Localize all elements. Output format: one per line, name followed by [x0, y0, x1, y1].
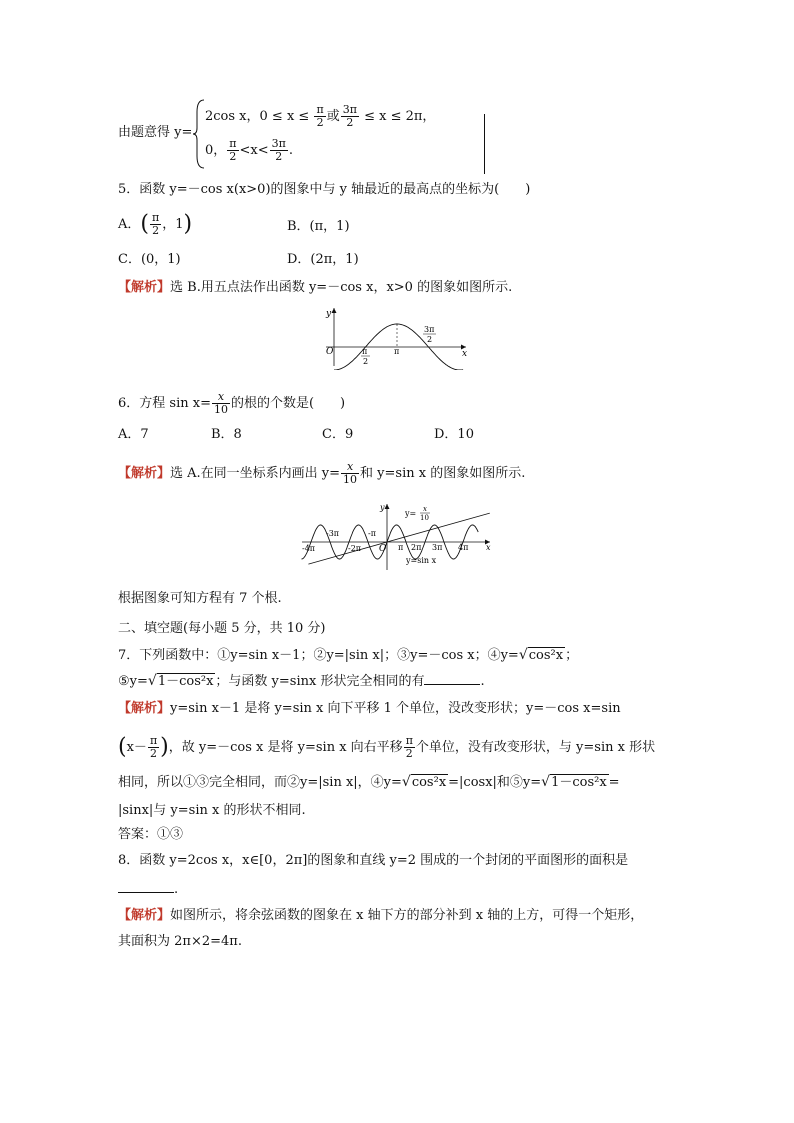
q5-stem: 5．函数 y=－cos x(x>0)的图象中与 y 轴最近的最高点的坐标为( ) — [118, 182, 531, 197]
sqrt-radicand: cos²x — [528, 648, 564, 663]
frac-den: 2 — [316, 116, 324, 129]
q7-analysis-line-3 — [118, 773, 620, 792]
q6-stem-b: 的根的个数是( ) — [230, 396, 346, 411]
frac-num: 3π — [271, 137, 286, 150]
line-label-num: x — [423, 505, 427, 513]
q7-line2-c: . — [480, 674, 485, 689]
sqrt-sign: √ — [518, 647, 528, 663]
q7-analysis-a3b: =|cosx|和⑤y= — [448, 775, 542, 790]
q6-option-d: D．10 — [434, 427, 474, 442]
q7-analysis-a2b: ，故 y=－cos x 是将 y=sin x 向右平移 — [168, 740, 403, 755]
y-axis-label: y — [326, 309, 332, 319]
paren-right: ) — [160, 734, 169, 760]
q6-option-a: A．7 — [118, 427, 149, 442]
frac-den: 10 — [213, 403, 228, 416]
tick-label-pi: π — [394, 347, 400, 356]
tick-label-neg-pi: -π — [368, 529, 376, 538]
q6-option-c: C．9 — [322, 427, 354, 442]
q7-line1-a: 7．下列函数中：①y=sin x－1；②y=|sin x|；③y=－cos x；④y= — [118, 648, 519, 663]
q5-analysis — [118, 279, 512, 297]
q7-line-1 — [118, 646, 578, 665]
frac-num: π — [316, 103, 324, 116]
q7-line1-b: ； — [565, 648, 579, 663]
q7-analysis-a3c: = — [608, 775, 620, 790]
frac-den: 2 — [150, 747, 158, 760]
q8-stem-line-2 — [118, 880, 178, 899]
fraction-pi-over-2 — [227, 138, 238, 163]
tick-label-3pi-over-2-num: 3π — [424, 325, 435, 334]
right-bar — [484, 114, 485, 174]
q6-stem — [118, 391, 345, 416]
fraction-x-over-10 — [341, 461, 359, 486]
piecewise-row1-text: 2cos x，0 ≤ x ≤ — [205, 109, 310, 124]
piecewise-prefix: 由题意得 y= — [118, 125, 193, 140]
fraction-x-over-10 — [212, 391, 230, 416]
q5-option-a-label: A． — [118, 217, 141, 232]
q7-analysis-a2a: x－ — [126, 740, 147, 755]
q5-option-c: C．(0，1) — [118, 252, 181, 267]
frac-num: π — [405, 734, 413, 747]
q7-line2-b: ；与函数 y=sinx 形状完全相同的有 — [215, 674, 425, 689]
tick-label-3pi-over-2-den: 2 — [427, 335, 433, 344]
q6-conclusion: 根据图象可知方程有 7 个根. — [118, 591, 282, 606]
q6-analysis-a: 选 A.在同一坐标系内画出 y= — [170, 466, 341, 481]
sqrt-radicand: 1－cos²x — [551, 775, 607, 790]
line-label-den: 10 — [420, 514, 429, 522]
graph-neg-cos — [318, 304, 474, 370]
x-axis-label: x — [462, 349, 468, 359]
section-title: 二、填空题(每小题 5 分，共 10 分) — [118, 621, 326, 636]
q8-analysis-line-2: 其面积为 2π×2=4π. — [118, 934, 242, 949]
q6-analysis — [118, 461, 525, 486]
sqrt-sign: √ — [147, 673, 157, 689]
sqrt-radicand: cos²x — [411, 775, 447, 790]
frac-den: 2 — [346, 116, 354, 129]
tick-label-4pi: 4π — [458, 543, 469, 552]
q7-line2-a: ⑤y= — [118, 674, 148, 689]
sin-label: y=sin x — [406, 556, 437, 565]
paren-left: ( — [118, 734, 127, 760]
q6-analysis-b: 和 y=sin x 的图象如图所示. — [360, 466, 526, 481]
piecewise-row2-end: . — [288, 143, 294, 158]
piecewise-or: 或 — [326, 109, 340, 124]
fraction-pi-over-2 — [404, 735, 415, 760]
q6-option-b: B．8 — [211, 427, 242, 442]
q7-analysis-a1: y=sin x－1 是将 y=sin x 向下平移 1 个单位，没改变形状；y=－cos x=sin — [170, 701, 621, 716]
q5-option-a — [118, 212, 192, 237]
analysis-tag: 【解析】 — [118, 701, 171, 716]
analysis-tag: 【解析】 — [118, 466, 171, 481]
q7-analysis-line-1 — [118, 700, 621, 718]
y-axis-arrow — [385, 504, 390, 509]
fraction-pi-over-2 — [314, 104, 325, 129]
y-axis-label: y — [380, 503, 385, 512]
q7-analysis-a2c: 个单位，没有改变形状，与 y=sin x 形状 — [415, 740, 656, 755]
frac-den: 2 — [405, 747, 413, 760]
frac-num: 3π — [342, 103, 357, 116]
q5-option-d: D．(2π，1) — [287, 252, 359, 267]
q5-option-a-tail: ，1 — [162, 217, 184, 232]
line-x-over-10 — [308, 513, 489, 564]
frac-num: π — [229, 137, 237, 150]
analysis-tag: 【解析】 — [118, 908, 171, 923]
q7-analysis-a3a: 相同，所以①③完全相同，而②y=|sin x|，④y= — [118, 775, 402, 790]
piecewise-row2-text: 0， — [205, 143, 227, 158]
piecewise-row2-mid: <x< — [239, 143, 269, 158]
frac-den: 2 — [275, 150, 283, 163]
tick-label-pi-over-2-num: π — [362, 347, 368, 356]
q5-option-b: B．(π，1) — [287, 219, 350, 234]
frac-den: 2 — [152, 224, 160, 237]
paren-right: ) — [183, 211, 193, 237]
fraction-3pi-over-2 — [270, 138, 288, 163]
tick-label-2pi: 2π — [411, 543, 422, 552]
fraction-3pi-over-2 — [341, 104, 359, 129]
q8-analysis-line-1 — [118, 907, 643, 925]
frac-den: 10 — [343, 473, 358, 486]
origin-label: O — [379, 544, 387, 554]
sqrt-sign: √ — [401, 774, 411, 790]
paren-left: ( — [140, 211, 149, 237]
q8-analysis-a1: 如图所示，将余弦函数的图象在 x 轴下方的部分补到 x 轴的上方，可得一个矩形， — [170, 908, 644, 923]
q8-stem-end: . — [174, 882, 179, 897]
tick-label-neg-2pi: -2π — [348, 544, 362, 553]
q8-stem-line-1: 8．函数 y=2cos x，x∈[0，2π]的图象和直线 y=2 围成的一个封闭的平面图形的面积是 — [118, 853, 629, 868]
tick-label-neg-4pi: -4π — [302, 544, 316, 553]
piecewise-row-1 — [205, 104, 435, 129]
frac-num: x — [341, 461, 359, 474]
answer-blank[interactable] — [424, 672, 480, 685]
q6-stem-a: 6．方程 sin x= — [118, 396, 211, 411]
origin-label: O — [326, 347, 334, 357]
graph-sin-and-line — [298, 500, 496, 572]
q7-answer: 答案：①③ — [118, 827, 184, 842]
tick-label-pi-over-2-den: 2 — [363, 357, 369, 366]
frac-num: x — [212, 391, 230, 404]
sqrt-sign: √ — [541, 774, 551, 790]
q7-analysis-line-2 — [118, 735, 655, 760]
tick-label-pi: π — [398, 543, 404, 552]
answer-blank[interactable] — [118, 880, 174, 893]
fraction-pi-over-2 — [150, 212, 161, 237]
q7-line-2 — [118, 672, 485, 691]
x-axis-label: x — [486, 543, 491, 552]
q7-analysis-line-4: |sinx|与 y=sin x 的形状不相同. — [118, 803, 306, 818]
piecewise-row-2 — [205, 138, 293, 163]
q5-analysis-text: 选 B.用五点法作出函数 y=－cos x，x>0 的图象如图所示. — [170, 280, 513, 295]
y-axis-arrow — [332, 308, 337, 313]
analysis-tag: 【解析】 — [118, 280, 171, 295]
frac-num: π — [151, 211, 160, 224]
tick-label-neg-3pi: -3π — [326, 529, 340, 538]
tick-label-3pi: 3π — [432, 543, 443, 552]
frac-num: π — [149, 734, 158, 747]
sqrt-radicand: 1－cos²x — [157, 674, 214, 689]
left-brace — [192, 98, 206, 170]
line-label: y= — [405, 509, 417, 518]
piecewise-row1-tail: ≤ x ≤ 2π， — [364, 109, 436, 124]
frac-den: 2 — [229, 150, 237, 163]
fraction-pi-over-2 — [148, 735, 159, 760]
